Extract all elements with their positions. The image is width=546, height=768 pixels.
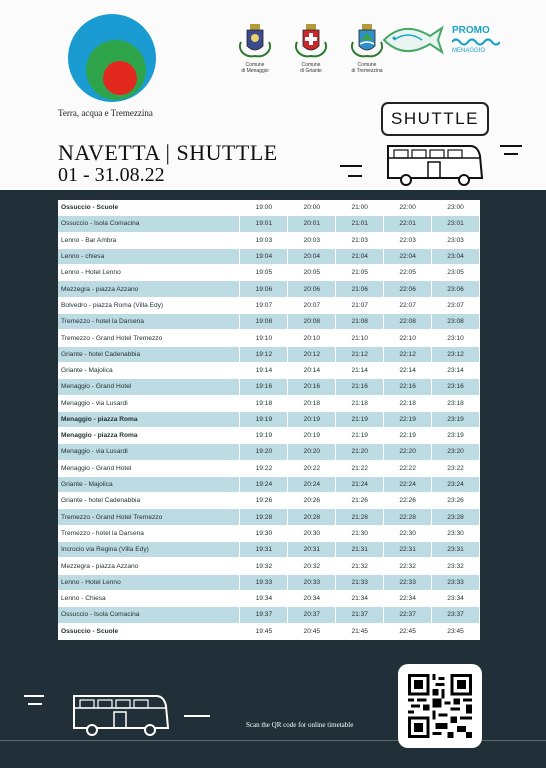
table-row xyxy=(58,281,480,297)
departure-time: 21:37 xyxy=(336,607,384,623)
page-title: NAVETTA | SHUTTLE xyxy=(58,140,278,165)
stop-name: Griante - Majolica xyxy=(58,476,240,492)
qr-code-icon xyxy=(408,674,472,738)
departure-time: 23:10 xyxy=(432,330,480,346)
departure-time: 19:10 xyxy=(240,330,288,346)
table-row xyxy=(58,574,480,590)
departure-time: 19:05 xyxy=(240,265,288,281)
departure-time: 20:05 xyxy=(288,265,336,281)
departure-time: 23:19 xyxy=(432,428,480,444)
stop-name: Menaggio - via Lusardi xyxy=(58,395,240,411)
departure-time: 23:24 xyxy=(432,476,480,492)
departure-time: 23:20 xyxy=(432,444,480,460)
stop-name: Tremezzo - hotel la Darsena xyxy=(58,525,240,541)
departure-time: 21:24 xyxy=(336,476,384,492)
departure-time: 23:05 xyxy=(432,265,480,281)
stop-name: Ossuccio - Scuole xyxy=(58,200,240,216)
departure-time: 23:16 xyxy=(432,379,480,395)
departure-time: 22:31 xyxy=(384,542,432,558)
departure-time: 22:45 xyxy=(384,623,432,639)
table-row xyxy=(58,411,480,427)
stop-name: Menaggio - Grand Hotel xyxy=(58,460,240,476)
departure-time: 22:04 xyxy=(384,248,432,264)
departure-time: 19:33 xyxy=(240,574,288,590)
departure-time: 20:28 xyxy=(288,509,336,525)
departure-time: 20:08 xyxy=(288,314,336,330)
departure-time: 21:07 xyxy=(336,297,384,313)
departure-time: 22:06 xyxy=(384,281,432,297)
table-row xyxy=(58,590,480,606)
departure-time: 23:33 xyxy=(432,574,480,590)
departure-time: 21:19 xyxy=(336,428,384,444)
departure-time: 20:16 xyxy=(288,379,336,395)
departure-time: 20:26 xyxy=(288,493,336,509)
departure-time: 19:19 xyxy=(240,411,288,427)
departure-time: 19:19 xyxy=(240,428,288,444)
departure-time: 20:31 xyxy=(288,542,336,558)
griante-crest-icon xyxy=(291,20,331,60)
departure-time: 23:04 xyxy=(432,248,480,264)
departure-time: 23:22 xyxy=(432,460,480,476)
table-row xyxy=(58,558,480,574)
table-row xyxy=(58,297,480,313)
departure-time: 20:00 xyxy=(288,200,336,216)
qr-code[interactable] xyxy=(398,664,482,748)
timetable-outbound xyxy=(58,200,480,428)
crest-menaggio xyxy=(234,20,276,74)
departure-time: 19:01 xyxy=(240,216,288,232)
tagline: Terra, acqua e Tremezzina xyxy=(58,108,153,118)
bus-icon xyxy=(24,688,214,738)
departure-time: 20:19 xyxy=(288,411,336,427)
stop-name: Menaggio - piazza Roma xyxy=(58,411,240,427)
departure-time: 23:18 xyxy=(432,395,480,411)
departure-time: 22:34 xyxy=(384,590,432,606)
departure-time: 21:45 xyxy=(336,623,384,639)
stop-name: Menaggio - Grand Hotel xyxy=(58,379,240,395)
departure-time: 23:14 xyxy=(432,362,480,378)
departure-time: 23:34 xyxy=(432,590,480,606)
departure-time: 21:22 xyxy=(336,460,384,476)
departure-time: 20:07 xyxy=(288,297,336,313)
departure-time: 19:24 xyxy=(240,476,288,492)
departure-time: 19:06 xyxy=(240,281,288,297)
departure-time: 23:28 xyxy=(432,509,480,525)
departure-time: 21:28 xyxy=(336,509,384,525)
qr-note: Scan the QR code for online timetable xyxy=(246,721,354,729)
departure-time: 21:31 xyxy=(336,542,384,558)
departure-time: 21:03 xyxy=(336,232,384,248)
table-row xyxy=(58,607,480,623)
departure-time: 22:37 xyxy=(384,607,432,623)
table-row xyxy=(58,200,480,216)
departure-time: 22:18 xyxy=(384,395,432,411)
departure-time: 22:00 xyxy=(384,200,432,216)
stop-name: Ossuccio - Isola Comacina xyxy=(58,607,240,623)
table-row xyxy=(58,428,480,444)
header-panel xyxy=(0,0,546,190)
departure-time: 22:30 xyxy=(384,525,432,541)
departure-time: 20:19 xyxy=(288,428,336,444)
stop-name: Lenno - Hotel Lenno xyxy=(58,265,240,281)
departure-time: 19:03 xyxy=(240,232,288,248)
stop-name: Griante - hotel Cadenabbia xyxy=(58,346,240,362)
departure-time: 20:03 xyxy=(288,232,336,248)
stop-name: Ossuccio - Isola Comacina xyxy=(58,216,240,232)
departure-time: 22:10 xyxy=(384,330,432,346)
departure-time: 21:00 xyxy=(336,200,384,216)
departure-time: 23:31 xyxy=(432,542,480,558)
departure-time: 20:06 xyxy=(288,281,336,297)
stop-name: Lenno - chiesa xyxy=(58,248,240,264)
departure-time: 19:22 xyxy=(240,460,288,476)
stop-name: Tremezzo - Grand Hotel Tremezzo xyxy=(58,330,240,346)
bus-icon xyxy=(336,136,526,190)
departure-time: 22:24 xyxy=(384,476,432,492)
departure-time: 23:12 xyxy=(432,346,480,362)
departure-time: 20:20 xyxy=(288,444,336,460)
departure-time: 22:28 xyxy=(384,509,432,525)
departure-time: 23:07 xyxy=(432,297,480,313)
departure-time: 22:32 xyxy=(384,558,432,574)
departure-time: 20:33 xyxy=(288,574,336,590)
table-row xyxy=(58,476,480,492)
departure-time: 22:14 xyxy=(384,362,432,378)
menaggio-crest-icon xyxy=(235,20,275,60)
table-row xyxy=(58,444,480,460)
shuttle-sign-label: SHUTTLE xyxy=(391,109,479,128)
table-row xyxy=(58,395,480,411)
departure-time: 22:05 xyxy=(384,265,432,281)
departure-time: 21:06 xyxy=(336,281,384,297)
departure-time: 20:32 xyxy=(288,558,336,574)
departure-time: 19:34 xyxy=(240,590,288,606)
table-row xyxy=(58,330,480,346)
table-row xyxy=(58,248,480,264)
departure-time: 21:04 xyxy=(336,248,384,264)
stop-name: Mezzegra - piazza Azzano xyxy=(58,558,240,574)
crest-griante xyxy=(290,20,332,74)
departure-time: 19:16 xyxy=(240,379,288,395)
departure-time: 19:26 xyxy=(240,493,288,509)
table-row xyxy=(58,623,480,639)
departure-time: 22:03 xyxy=(384,232,432,248)
stop-name: Menaggio - via Lusardi xyxy=(58,444,240,460)
departure-time: 21:19 xyxy=(336,411,384,427)
stop-name: Tremezzo - Grand Hotel Tremezzo xyxy=(58,509,240,525)
departure-time: 23:26 xyxy=(432,493,480,509)
departure-time: 21:34 xyxy=(336,590,384,606)
departure-time: 20:24 xyxy=(288,476,336,492)
promo-title: PROMO xyxy=(452,25,490,36)
departure-time: 22:19 xyxy=(384,411,432,427)
crest-label: Comune di Griante xyxy=(300,62,322,74)
tremezzina-logo xyxy=(66,12,162,108)
departure-time: 19:30 xyxy=(240,525,288,541)
departure-time: 19:12 xyxy=(240,346,288,362)
departure-time: 22:26 xyxy=(384,493,432,509)
stop-name: Lenno - Chiesa xyxy=(58,590,240,606)
departure-time: 22:07 xyxy=(384,297,432,313)
departure-time: 21:14 xyxy=(336,362,384,378)
departure-time: 20:30 xyxy=(288,525,336,541)
table-row xyxy=(58,379,480,395)
departure-time: 20:34 xyxy=(288,590,336,606)
departure-time: 19:08 xyxy=(240,314,288,330)
table-row xyxy=(58,460,480,476)
departure-time: 22:33 xyxy=(384,574,432,590)
stop-name: Incrocio via Regina (Villa Edy) xyxy=(58,542,240,558)
stop-name: Lenno - Bar Ambra xyxy=(58,232,240,248)
departure-time: 23:37 xyxy=(432,607,480,623)
departure-time: 22:20 xyxy=(384,444,432,460)
table-row xyxy=(58,265,480,281)
departure-time: 21:20 xyxy=(336,444,384,460)
stop-name: Griante - hotel Cadenabbia xyxy=(58,493,240,509)
departure-time: 21:08 xyxy=(336,314,384,330)
timetable-return xyxy=(58,428,480,640)
departure-time: 21:33 xyxy=(336,574,384,590)
departure-time: 22:01 xyxy=(384,216,432,232)
crest-label: Comune di Tremezzina xyxy=(351,62,383,74)
stop-name: Bolvedro - piazza Roma (Villa Edy) xyxy=(58,297,240,313)
departure-time: 20:10 xyxy=(288,330,336,346)
crest-label: Comune di Menaggio xyxy=(241,62,269,74)
departure-time: 20:22 xyxy=(288,460,336,476)
departure-time: 22:16 xyxy=(384,379,432,395)
stop-name: Ossuccio - Scuole xyxy=(58,623,240,639)
departure-time: 19:18 xyxy=(240,395,288,411)
table-row xyxy=(58,216,480,232)
table-row xyxy=(58,232,480,248)
date-range: 01 - 31.08.22 xyxy=(58,164,165,186)
shuttle-sign xyxy=(381,102,489,136)
departure-time: 23:00 xyxy=(432,200,480,216)
table-row xyxy=(58,542,480,558)
departure-time: 21:16 xyxy=(336,379,384,395)
stop-name: Griante - Majolica xyxy=(58,362,240,378)
departure-time: 21:18 xyxy=(336,395,384,411)
departure-time: 19:00 xyxy=(240,200,288,216)
departure-time: 23:06 xyxy=(432,281,480,297)
departure-time: 20:04 xyxy=(288,248,336,264)
departure-time: 22:12 xyxy=(384,346,432,362)
table-row xyxy=(58,314,480,330)
departure-time: 19:37 xyxy=(240,607,288,623)
departure-time: 21:30 xyxy=(336,525,384,541)
departure-time: 23:03 xyxy=(432,232,480,248)
departure-time: 23:45 xyxy=(432,623,480,639)
table-row xyxy=(58,493,480,509)
departure-time: 19:28 xyxy=(240,509,288,525)
departure-time: 19:07 xyxy=(240,297,288,313)
table-row xyxy=(58,525,480,541)
departure-time: 23:32 xyxy=(432,558,480,574)
departure-time: 19:45 xyxy=(240,623,288,639)
promo-subtitle: MENAGGIO xyxy=(452,48,486,54)
table-row xyxy=(58,346,480,362)
departure-time: 22:19 xyxy=(384,428,432,444)
departure-time: 19:14 xyxy=(240,362,288,378)
departure-time: 23:01 xyxy=(432,216,480,232)
departure-time: 23:08 xyxy=(432,314,480,330)
municipality-crests xyxy=(234,20,388,74)
promo-wave-icon xyxy=(452,37,500,47)
departure-time: 21:12 xyxy=(336,346,384,362)
departure-time: 21:26 xyxy=(336,493,384,509)
departure-time: 20:18 xyxy=(288,395,336,411)
stop-name: Mezzegra - piazza Azzano xyxy=(58,281,240,297)
departure-time: 20:45 xyxy=(288,623,336,639)
stop-name: Lenno - Hotel Lenno xyxy=(58,574,240,590)
promo-fish-icon xyxy=(380,22,446,58)
departure-time: 21:10 xyxy=(336,330,384,346)
departure-time: 19:20 xyxy=(240,444,288,460)
departure-time: 21:01 xyxy=(336,216,384,232)
departure-time: 21:32 xyxy=(336,558,384,574)
table-row xyxy=(58,362,480,378)
table-row xyxy=(58,509,480,525)
departure-time: 20:12 xyxy=(288,346,336,362)
departure-time: 23:19 xyxy=(432,411,480,427)
departure-time: 19:31 xyxy=(240,542,288,558)
departure-time: 21:05 xyxy=(336,265,384,281)
departure-time: 23:30 xyxy=(432,525,480,541)
departure-time: 19:04 xyxy=(240,248,288,264)
departure-time: 19:32 xyxy=(240,558,288,574)
departure-time: 20:14 xyxy=(288,362,336,378)
stop-name: Menaggio - piazza Roma xyxy=(58,428,240,444)
departure-time: 20:37 xyxy=(288,607,336,623)
departure-time: 22:08 xyxy=(384,314,432,330)
stop-name: Tremezzo - hotel la Darsena xyxy=(58,314,240,330)
departure-time: 20:01 xyxy=(288,216,336,232)
departure-time: 22:22 xyxy=(384,460,432,476)
